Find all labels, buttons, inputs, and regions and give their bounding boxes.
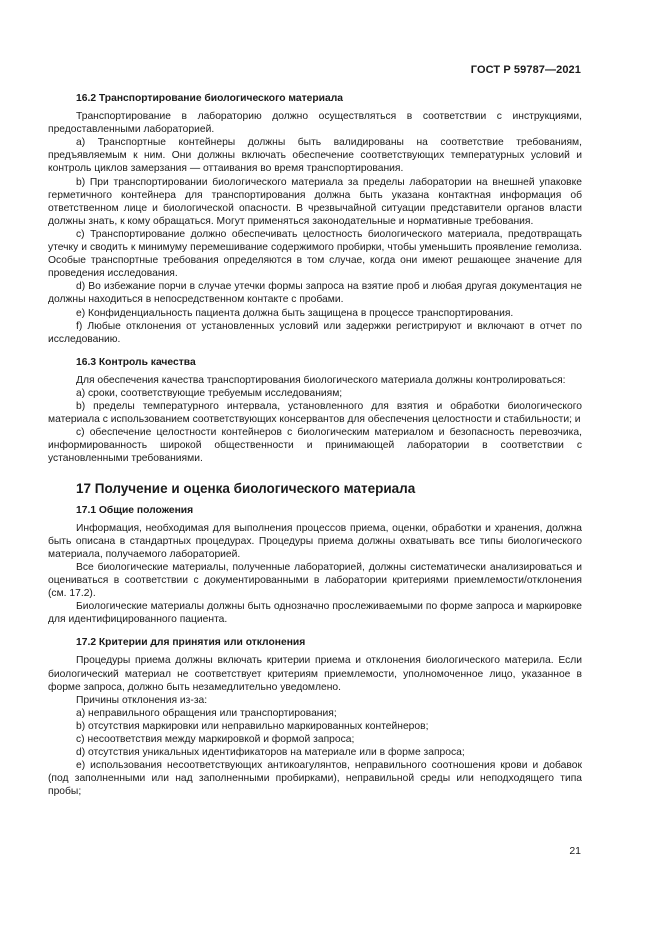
paragraph: Информация, необходимая для выполнения процессов приема, оценки, обработки и хранения, должна быть описана в стандартных процедурах. Процедуры приема должны охватывать все типы биологического материала, получаемого лабораторией. [48, 522, 582, 560]
list-item: a) сроки, соответствующие требуемым исследованиям; [76, 387, 343, 399]
list-item: b) При транспортировании биологического материала за пределы лаборатории на внешней упаковке герметичного контейнера для транспортирования должна быть указана контактная информация об ответственном лице и биологической опасности. В чрезвычайной ситуации представители органов власти должны знать, к кому обращаться. Могут применяться законодательные и нормативные требования. [48, 176, 582, 227]
section-heading-16-3: 16.3 Контроль качества [76, 356, 196, 368]
paragraph: Для обеспечения качества транспортирования биологического материала должны контролироваться: [76, 374, 566, 386]
paragraph: Все биологические материалы, полученные лабораторией, должны систематически анализироваться и оцениваться в соответствии с документированными в лаборатории критериями приемлемости/отклонения (см. 17.2). [48, 561, 582, 600]
list-item: d) Во избежание порчи в случае утечки формы запроса на взятие проб и любая другая документация не должны находиться в непосредственном контакте с пробами. [48, 281, 582, 306]
list-item: b) отсутствия маркировки или неправильно маркированных контейнеров; [76, 720, 429, 732]
list-item: b) пределы температурного интервала, установленного для взятия и обработки биологического материала с использованием соответствующих консервантов для обеспечения целостности и стабильности; и [48, 401, 582, 426]
document-body [48, 92, 582, 799]
paragraph: Транспортирование в лабораторию должно осуществляться в соответствии с инструкциями, предоставленными лабораторией. [48, 111, 582, 136]
list-item: a) неправильного обращения или транспортирования; [76, 707, 337, 719]
section-heading-16-2: 16.2 Транспортирование биологического материала [76, 93, 343, 104]
section-heading-17-2: 17.2 Критерии для принятия или отклонения [76, 637, 306, 649]
paragraph: Биологические материалы должны быть однозначно прослеживаемыми по форме запроса и маркировке для идентифицированного пациента. [48, 601, 582, 626]
paragraph: Причины отклонения из-за: [76, 694, 208, 706]
list-item: f) Любые отклонения от установленных условий или задержки регистрируют и включают в отчет по исследованию. [48, 320, 582, 345]
paragraph: Процедуры приема должны включать критерии приема и отклонения биологического материла. Если биологический материал не соответствует критериям приемлемости, уполномоченное лицо, указанное в форме запроса, должно быть незамедлительно уведомлено. [48, 655, 582, 693]
section-heading-17-1: 17.1 Общие положения [76, 504, 194, 516]
list-item: c) Транспортирование должно обеспечивать целостность биологического материала, предотвращать утечку и сводить к минимуму перемешивание содержимого пробирки, чтобы уменьшить проявление гемолиза. Особые транспортные требования определяются в том случае, когда они имеют решающее значение для проведения исследования. [48, 228, 582, 280]
standard-code: ГОСТ Р 59787—2021 [470, 64, 581, 76]
list-item: c) обеспечение целостности контейнеров с биологическим материалом и безопасность перевозчика, информированность широкой общественности и принимающей лаборатории в соответствии с установленными требованиями. [48, 427, 582, 465]
list-item: e) Конфиденциальность пациента должна быть защищена в процессе транспортирования. [76, 307, 514, 319]
list-item: a) Транспортные контейнеры должны быть валидированы на соответствие требованиям, предъявляемым к ним. Они должны включать обеспечение соответствующих температурных условий и контроль циклов замерзания — оттаивания во время транспортирования. [48, 137, 582, 175]
list-item: d) отсутствия уникальных идентификаторов на материале или в форме запроса; [76, 747, 465, 759]
list-item: e) использования несоответствующих антикоагулянтов, неправильного соотношения крови и добавок (под заполненными или над заполненными пробирками), неправильной среды или неподходящего типа пробы; [48, 760, 582, 798]
list-item: c) несоответствия между маркировкой и формой запроса; [76, 734, 355, 746]
page-number: 21 [569, 845, 581, 857]
section-heading-17: 17 Получение и оценка биологического материала [76, 480, 416, 496]
